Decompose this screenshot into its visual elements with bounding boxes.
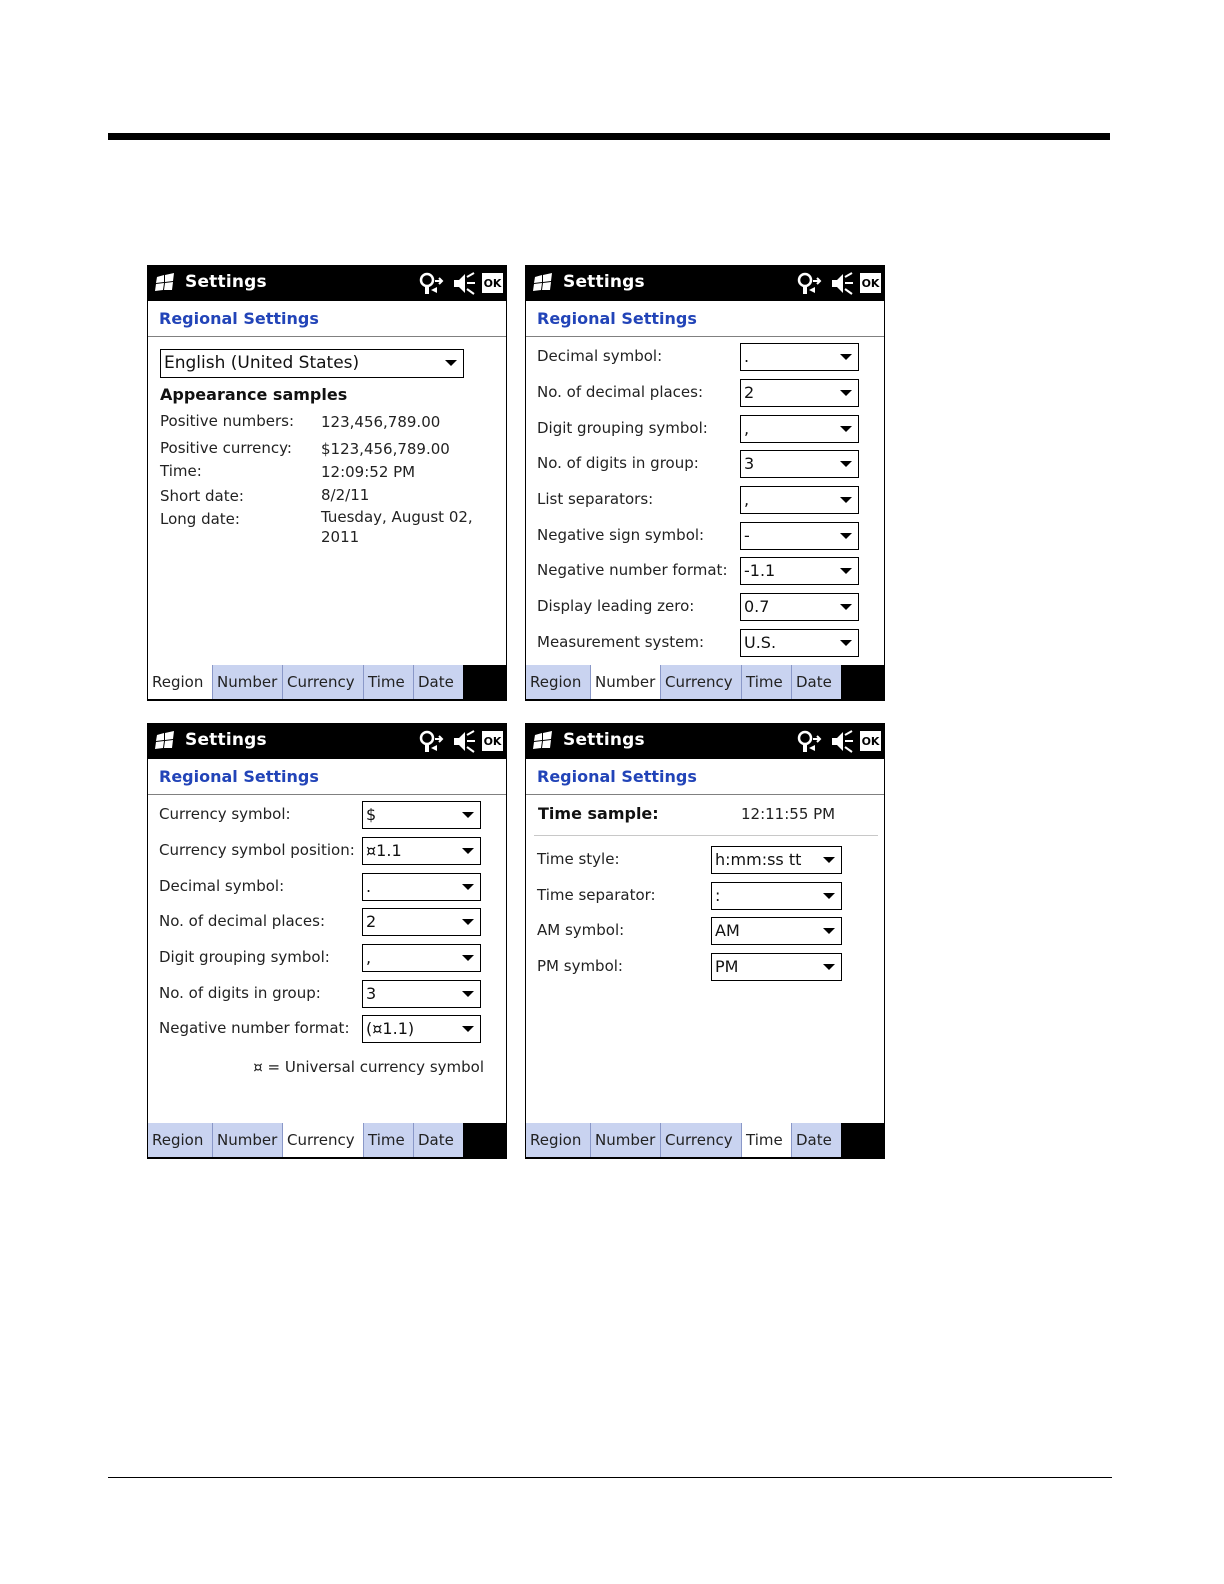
sample-value: 12:09:52 PM xyxy=(321,463,416,481)
speaker-muted-icon[interactable] xyxy=(830,729,854,754)
page-header xyxy=(148,301,506,337)
field-label: Negative sign symbol: xyxy=(537,526,705,544)
field-row xyxy=(537,415,877,443)
field-label: Display leading zero: xyxy=(537,597,695,615)
tab-region[interactable]: Region xyxy=(148,665,212,699)
tab-time[interactable]: Time xyxy=(741,665,791,699)
chevron-down-icon xyxy=(462,919,474,925)
dropdown-value: , xyxy=(744,490,750,509)
field-row xyxy=(537,522,877,550)
dropdown-value: 3 xyxy=(366,984,377,1003)
chevron-down-icon xyxy=(462,955,474,961)
top-rule xyxy=(108,133,1110,140)
field-label: Decimal symbol: xyxy=(537,347,663,365)
field-label: Digit grouping symbol: xyxy=(159,948,330,966)
dropdown-value: h:mm:ss tt xyxy=(715,850,802,869)
tab-currency[interactable]: Currency xyxy=(282,1123,363,1157)
currency-note: ¤ = Universal currency symbol xyxy=(253,1058,484,1076)
ok-button[interactable]: OK xyxy=(482,273,503,293)
dropdown-value: - xyxy=(744,526,750,545)
divider xyxy=(534,835,878,836)
sample-value: Tuesday, August 02, xyxy=(321,508,473,526)
time-sample-label: Time sample: xyxy=(538,804,659,823)
locale-value: English (United States) xyxy=(164,353,360,373)
field-label: Currency symbol: xyxy=(159,805,291,823)
field-row xyxy=(537,450,877,478)
tab-date[interactable]: Date xyxy=(791,1123,841,1157)
currency-symbol-dropdown[interactable] xyxy=(362,801,481,829)
chevron-down-icon xyxy=(823,857,835,863)
dropdown-value: 0.7 xyxy=(744,597,770,616)
field-row xyxy=(159,873,499,901)
tab-date[interactable]: Date xyxy=(413,1123,463,1157)
tab-currency[interactable]: Currency xyxy=(282,665,363,699)
tab-number[interactable]: Number xyxy=(212,1123,282,1157)
dropdown-value: , xyxy=(744,419,750,438)
chevron-down-icon xyxy=(823,928,835,934)
negative-format-dropdown[interactable] xyxy=(740,557,859,585)
tab-currency[interactable]: Currency xyxy=(660,665,741,699)
field-label: Digit grouping symbol: xyxy=(537,419,708,437)
field-row xyxy=(159,801,499,829)
chevron-down-icon xyxy=(462,1026,474,1032)
negative-sign-dropdown[interactable] xyxy=(740,522,859,550)
tab-number[interactable]: Number xyxy=(590,665,660,699)
dropdown-value: : xyxy=(715,886,721,905)
field-row xyxy=(537,486,877,514)
sample-value-continued: 2011 xyxy=(321,528,360,546)
field-row xyxy=(159,837,499,865)
chevron-down-icon xyxy=(840,568,852,574)
chevron-down-icon xyxy=(840,604,852,610)
field-row xyxy=(537,557,877,585)
pm-symbol-dropdown[interactable] xyxy=(711,953,842,981)
dropdown-value: 3 xyxy=(744,454,755,473)
tab-time[interactable]: Time xyxy=(363,665,413,699)
field-label: Negative number format: xyxy=(159,1019,350,1037)
screen-region xyxy=(147,265,507,701)
measurement-system-dropdown[interactable] xyxy=(740,629,859,657)
decimal-places-dropdown[interactable] xyxy=(362,908,481,936)
field-row xyxy=(159,980,499,1008)
chevron-down-icon xyxy=(840,354,852,360)
field-label: List separators: xyxy=(537,490,654,508)
am-symbol-dropdown[interactable] xyxy=(711,917,842,945)
tab-bar xyxy=(526,665,884,700)
sample-label: Positive currency: xyxy=(160,439,292,457)
window-title: Settings xyxy=(563,272,645,292)
field-label: Time style: xyxy=(537,850,620,868)
negative-format-dropdown[interactable] xyxy=(362,1015,481,1043)
title-bar xyxy=(526,266,884,301)
digit-grouping-dropdown[interactable] xyxy=(362,944,481,972)
chevron-down-icon xyxy=(462,812,474,818)
currency-position-dropdown[interactable] xyxy=(362,837,481,865)
field-label: No. of digits in group: xyxy=(159,984,321,1002)
bottom-rule xyxy=(108,1477,1112,1478)
tab-currency[interactable]: Currency xyxy=(660,1123,741,1157)
time-style-dropdown[interactable] xyxy=(711,846,842,874)
windows-flag-icon[interactable] xyxy=(154,731,176,751)
chevron-down-icon xyxy=(840,640,852,646)
speaker-muted-icon[interactable] xyxy=(452,271,476,296)
windows-flag-icon[interactable] xyxy=(532,273,554,293)
page-header xyxy=(526,301,884,337)
connectivity-icon[interactable] xyxy=(796,730,822,754)
digits-in-group-dropdown[interactable] xyxy=(362,980,481,1008)
tab-bar xyxy=(148,1123,506,1158)
sample-label: Short date: xyxy=(160,487,244,505)
tab-region[interactable]: Region xyxy=(148,1123,212,1157)
title-bar xyxy=(148,266,506,301)
sample-label: Positive numbers: xyxy=(160,412,295,430)
connectivity-icon[interactable] xyxy=(418,730,444,754)
field-label: Decimal symbol: xyxy=(159,877,285,895)
chevron-down-icon xyxy=(445,360,457,366)
tab-time[interactable]: Time xyxy=(363,1123,413,1157)
screen-number xyxy=(525,265,885,701)
dropdown-value: $ xyxy=(366,805,377,824)
ok-button[interactable]: OK xyxy=(860,731,881,751)
field-label: No. of digits in group: xyxy=(537,454,699,472)
sample-label: Time: xyxy=(160,462,202,480)
digit-grouping-dropdown[interactable] xyxy=(740,415,859,443)
leading-zero-dropdown[interactable] xyxy=(740,593,859,621)
connectivity-icon[interactable] xyxy=(418,272,444,296)
field-row xyxy=(159,944,499,972)
sample-label: Long date: xyxy=(160,510,240,528)
field-row xyxy=(159,908,499,936)
dropdown-value: ¤1.1 xyxy=(366,841,402,860)
speaker-muted-icon[interactable] xyxy=(830,271,854,296)
dropdown-value: , xyxy=(366,948,372,967)
field-label: No. of decimal places: xyxy=(159,912,326,930)
tab-time[interactable]: Time xyxy=(741,1123,791,1157)
sample-value: 8/2/11 xyxy=(321,486,370,504)
field-row xyxy=(537,343,877,371)
field-label: Currency symbol position: xyxy=(159,841,355,859)
sample-value: $123,456,789.00 xyxy=(321,440,450,458)
tab-date[interactable]: Date xyxy=(791,665,841,699)
window-title: Settings xyxy=(185,272,267,292)
chevron-down-icon xyxy=(840,426,852,432)
title-bar xyxy=(526,724,884,759)
dropdown-value: . xyxy=(366,877,372,896)
tab-region[interactable]: Region xyxy=(526,665,590,699)
field-label: PM symbol: xyxy=(537,957,623,975)
window-title: Settings xyxy=(563,730,645,750)
tab-bar xyxy=(148,665,506,700)
dropdown-value: . xyxy=(744,347,750,366)
chevron-down-icon xyxy=(840,461,852,467)
dropdown-value: 2 xyxy=(366,912,377,931)
tab-region[interactable]: Region xyxy=(526,1123,590,1157)
speaker-muted-icon[interactable] xyxy=(452,729,476,754)
appearance-samples-heading: Appearance samples xyxy=(160,385,348,404)
decimal-symbol-dropdown[interactable] xyxy=(362,873,481,901)
page-title: Regional Settings xyxy=(537,309,697,328)
connectivity-icon[interactable] xyxy=(796,272,822,296)
dropdown-value: AM xyxy=(715,921,740,940)
dropdown-value: -1.1 xyxy=(744,561,776,580)
windows-flag-icon[interactable] xyxy=(532,731,554,751)
title-bar xyxy=(148,724,506,759)
screen-time xyxy=(525,723,885,1159)
dropdown-value: U.S. xyxy=(744,633,777,652)
page-title: Regional Settings xyxy=(537,767,697,786)
list-separators-dropdown[interactable] xyxy=(740,486,859,514)
digits-in-group-dropdown[interactable] xyxy=(740,450,859,478)
decimal-symbol-dropdown[interactable] xyxy=(740,343,859,371)
chevron-down-icon xyxy=(823,964,835,970)
dropdown-value: 2 xyxy=(744,383,755,402)
field-row xyxy=(537,917,877,945)
field-label: Negative number format: xyxy=(537,561,728,579)
field-label: AM symbol: xyxy=(537,921,625,939)
screen-currency xyxy=(147,723,507,1159)
field-label: Measurement system: xyxy=(537,633,705,651)
chevron-down-icon xyxy=(462,884,474,890)
ok-button[interactable]: OK xyxy=(482,731,503,751)
locale-dropdown[interactable] xyxy=(160,349,464,378)
sample-value: 123,456,789.00 xyxy=(321,413,441,431)
field-row xyxy=(537,379,877,407)
chevron-down-icon xyxy=(840,497,852,503)
field-row xyxy=(537,882,877,910)
windows-flag-icon[interactable] xyxy=(154,273,176,293)
field-label: Time separator: xyxy=(537,886,656,904)
chevron-down-icon xyxy=(823,893,835,899)
decimal-places-dropdown[interactable] xyxy=(740,379,859,407)
dropdown-value: PM xyxy=(715,957,739,976)
field-row xyxy=(159,1015,499,1043)
field-row xyxy=(537,953,877,981)
field-label: No. of decimal places: xyxy=(537,383,704,401)
field-row xyxy=(537,846,877,874)
dropdown-value: (¤1.1) xyxy=(366,1019,415,1038)
chevron-down-icon xyxy=(840,390,852,396)
ok-button[interactable]: OK xyxy=(860,273,881,293)
chevron-down-icon xyxy=(840,533,852,539)
field-row xyxy=(537,593,877,621)
chevron-down-icon xyxy=(462,848,474,854)
page-title: Regional Settings xyxy=(159,309,319,328)
time-sample-value: 12:11:55 PM xyxy=(741,805,836,823)
tab-date[interactable]: Date xyxy=(413,665,463,699)
tab-bar xyxy=(526,1123,884,1158)
time-separator-dropdown[interactable] xyxy=(711,882,842,910)
tab-number[interactable]: Number xyxy=(590,1123,660,1157)
tab-number[interactable]: Number xyxy=(212,665,282,699)
page-header xyxy=(148,759,506,795)
page-title: Regional Settings xyxy=(159,767,319,786)
page-header xyxy=(526,759,884,795)
field-row xyxy=(537,629,877,657)
window-title: Settings xyxy=(185,730,267,750)
chevron-down-icon xyxy=(462,991,474,997)
